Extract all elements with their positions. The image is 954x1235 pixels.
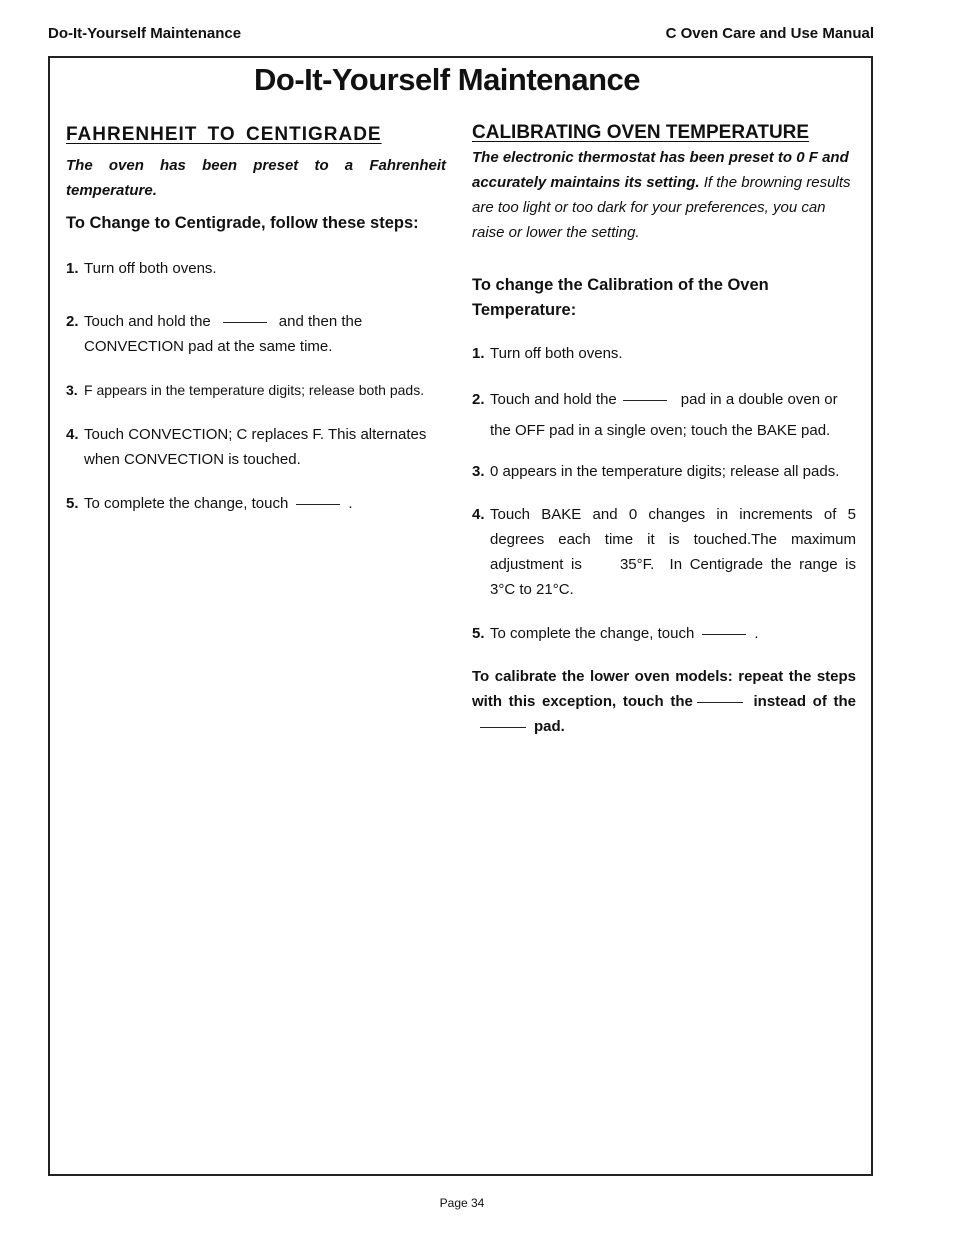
step-text: Turn off both ovens. <box>490 345 623 362</box>
step-text: Touch and hold the <box>490 391 617 408</box>
lower-oven-calibration-note <box>472 664 856 739</box>
step-number: 1. <box>66 260 79 277</box>
step-number: 3. <box>66 382 78 398</box>
pad-name-blank <box>623 400 667 401</box>
list-item <box>66 491 446 516</box>
step-number: 4. <box>66 426 79 443</box>
page-title: Do-It-Yourself Maintenance <box>254 62 641 97</box>
step-text: . <box>754 625 759 642</box>
note-text: To calibrate the lower oven models: repeat the steps with this exception, touch the <box>472 668 856 710</box>
step-text: . <box>348 495 353 512</box>
list-item <box>472 341 856 366</box>
step-number: 5. <box>66 495 79 512</box>
content-frame <box>48 56 873 1176</box>
list-item <box>472 502 873 602</box>
list-item <box>66 309 446 359</box>
step-text: To complete the change, touch <box>84 495 289 512</box>
step-number: 1. <box>472 345 485 362</box>
list-item <box>472 621 856 646</box>
pad-name-blank <box>480 727 526 728</box>
calibration-intro <box>472 145 856 245</box>
calibrating-oven-temperature-section <box>472 120 873 739</box>
running-header-left: Do-It-Yourself Maintenance <box>48 25 242 42</box>
step-number: 3. <box>472 463 485 480</box>
step-number: 2. <box>66 313 79 330</box>
step-text: Turn off both ovens. <box>84 260 217 277</box>
list-item <box>66 256 446 281</box>
pad-name-blank <box>702 634 746 635</box>
note-text: pad. <box>534 718 565 735</box>
section-heading-calibrating: CALIBRATING OVEN TEMPERATURE <box>472 122 810 143</box>
list-item <box>472 384 856 446</box>
note-text: instead of the <box>753 693 856 710</box>
pad-name-blank <box>223 322 267 323</box>
step-text: To complete the change, touch <box>490 625 695 642</box>
step-number: 4. <box>472 506 485 523</box>
list-item <box>472 459 856 484</box>
step-text: Touch BAKE and 0 changes in increments of 5 degrees each time it is touched.The maximum adjustment is 35°F. In Centigrade the range is 3°C to 21°C. <box>490 506 873 598</box>
calibration-intro-bold: The electronic thermostat has been preset to 0 F and accurately maintains its setting. <box>472 149 849 191</box>
pad-name-blank <box>697 702 743 703</box>
step-text: Touch and hold the <box>84 313 211 330</box>
calibration-intro-italic: If the browning results are too light or too dark for your preferences, you can raise or lower the setting. <box>472 174 851 241</box>
step-text: 0 appears in the temperature digits; release all pads. <box>490 463 840 480</box>
pad-name-blank <box>296 504 340 505</box>
fahrenheit-intro: The oven has been preset to a Fahrenheit temperature. <box>66 157 446 199</box>
page-number: Page 34 <box>439 1196 485 1210</box>
step-text: F appears in the temperature digits; release both pads. <box>84 382 425 398</box>
step-text: and then the CONVECTION pad at the same time. <box>84 313 363 355</box>
step-number: 2. <box>472 391 485 408</box>
step-text: Touch CONVECTION; C replaces F. This alternates when CONVECTION is touched. <box>84 426 427 468</box>
running-header-right: C Oven Care and Use Manual <box>665 25 874 42</box>
centigrade-subheading: To Change to Centigrade, follow these steps: <box>66 214 419 232</box>
section-heading-fahrenheit: FAHRENHEIT TO CENTIGRADE <box>66 124 382 145</box>
step-text: pad in a double oven or the OFF pad in a single oven; touch the BAKE pad. <box>490 391 838 439</box>
list-item <box>66 378 446 403</box>
calibration-subheading: To change the Calibration of the Oven Temperature: <box>472 276 769 319</box>
step-number: 5. <box>472 625 485 642</box>
fahrenheit-to-centigrade-section <box>66 122 446 516</box>
list-item <box>66 422 446 472</box>
